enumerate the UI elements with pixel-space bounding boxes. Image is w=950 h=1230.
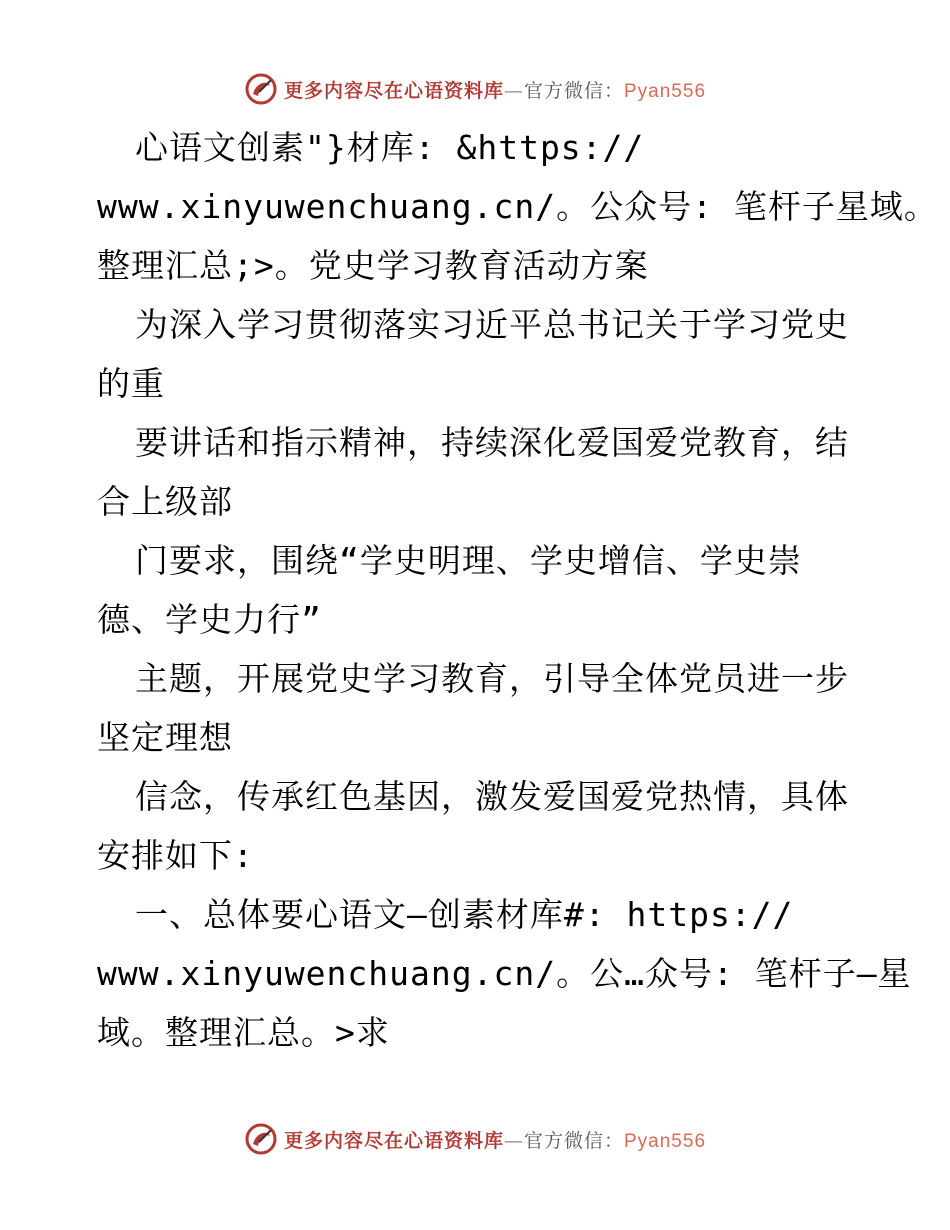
- body-line-12: 信念，传承红色基因，激发爱国爱党热情，具体: [135, 777, 849, 816]
- page-header-banner: [0, 72, 950, 106]
- body-line-6: 要讲话和指示精神，持续深化爱国爱党教育，结: [135, 423, 849, 462]
- footer-banner-text: [284, 1126, 706, 1153]
- header-banner-text: [284, 76, 706, 103]
- footer-banner-wechat-label: 官方微信：: [523, 1129, 624, 1152]
- body-line-4: 为深入学习贯彻落实习近平总书记关于学习党史: [135, 305, 849, 344]
- header-banner-wechat-label: 官方微信：: [523, 79, 624, 102]
- footer-banner-title: 更多内容尽在心语资料库: [283, 1129, 504, 1152]
- body-line-1: 心语文创素"}材库: &https://: [135, 128, 645, 167]
- footer-banner-dash: —: [503, 1129, 524, 1152]
- body-line-16: 域。整理汇总。>求: [97, 1013, 390, 1052]
- header-banner-account: Pyan556: [624, 80, 707, 102]
- body-line-2: www.xinyuwenchuang.cn/。公众号: 笔杆子星域。: [97, 187, 938, 226]
- body-line-8: 门要求，围绕“学史明理、学史增信、学史崇: [135, 541, 802, 580]
- body-line-15: www.xinyuwenchuang.cn/。公…众号: 笔杆子—星: [97, 954, 912, 993]
- red-swirl-logo-icon: [244, 1122, 278, 1156]
- page-footer-banner: [0, 1122, 950, 1156]
- body-line-11: 坚定理想: [97, 718, 233, 757]
- red-swirl-logo-icon: [244, 72, 278, 106]
- body-line-5: 的重: [97, 364, 165, 403]
- body-line-10: 主题，开展党史学习教育，引导全体党员进一步: [135, 659, 849, 698]
- body-line-9: 德、学史力行”: [97, 600, 322, 639]
- body-line-3: 整理汇总;>。党史学习教育活动方案: [97, 246, 649, 285]
- header-banner-dash: —: [503, 79, 524, 102]
- body-line-7: 合上级部: [97, 482, 233, 521]
- footer-banner-account: Pyan556: [624, 1130, 707, 1152]
- body-line-13: 安排如下:: [97, 836, 254, 875]
- body-line-14: 一、总体要心语文—创素材库#: https://: [135, 895, 794, 934]
- document-body: [97, 118, 938, 1062]
- header-banner-title: 更多内容尽在心语资料库: [283, 79, 504, 102]
